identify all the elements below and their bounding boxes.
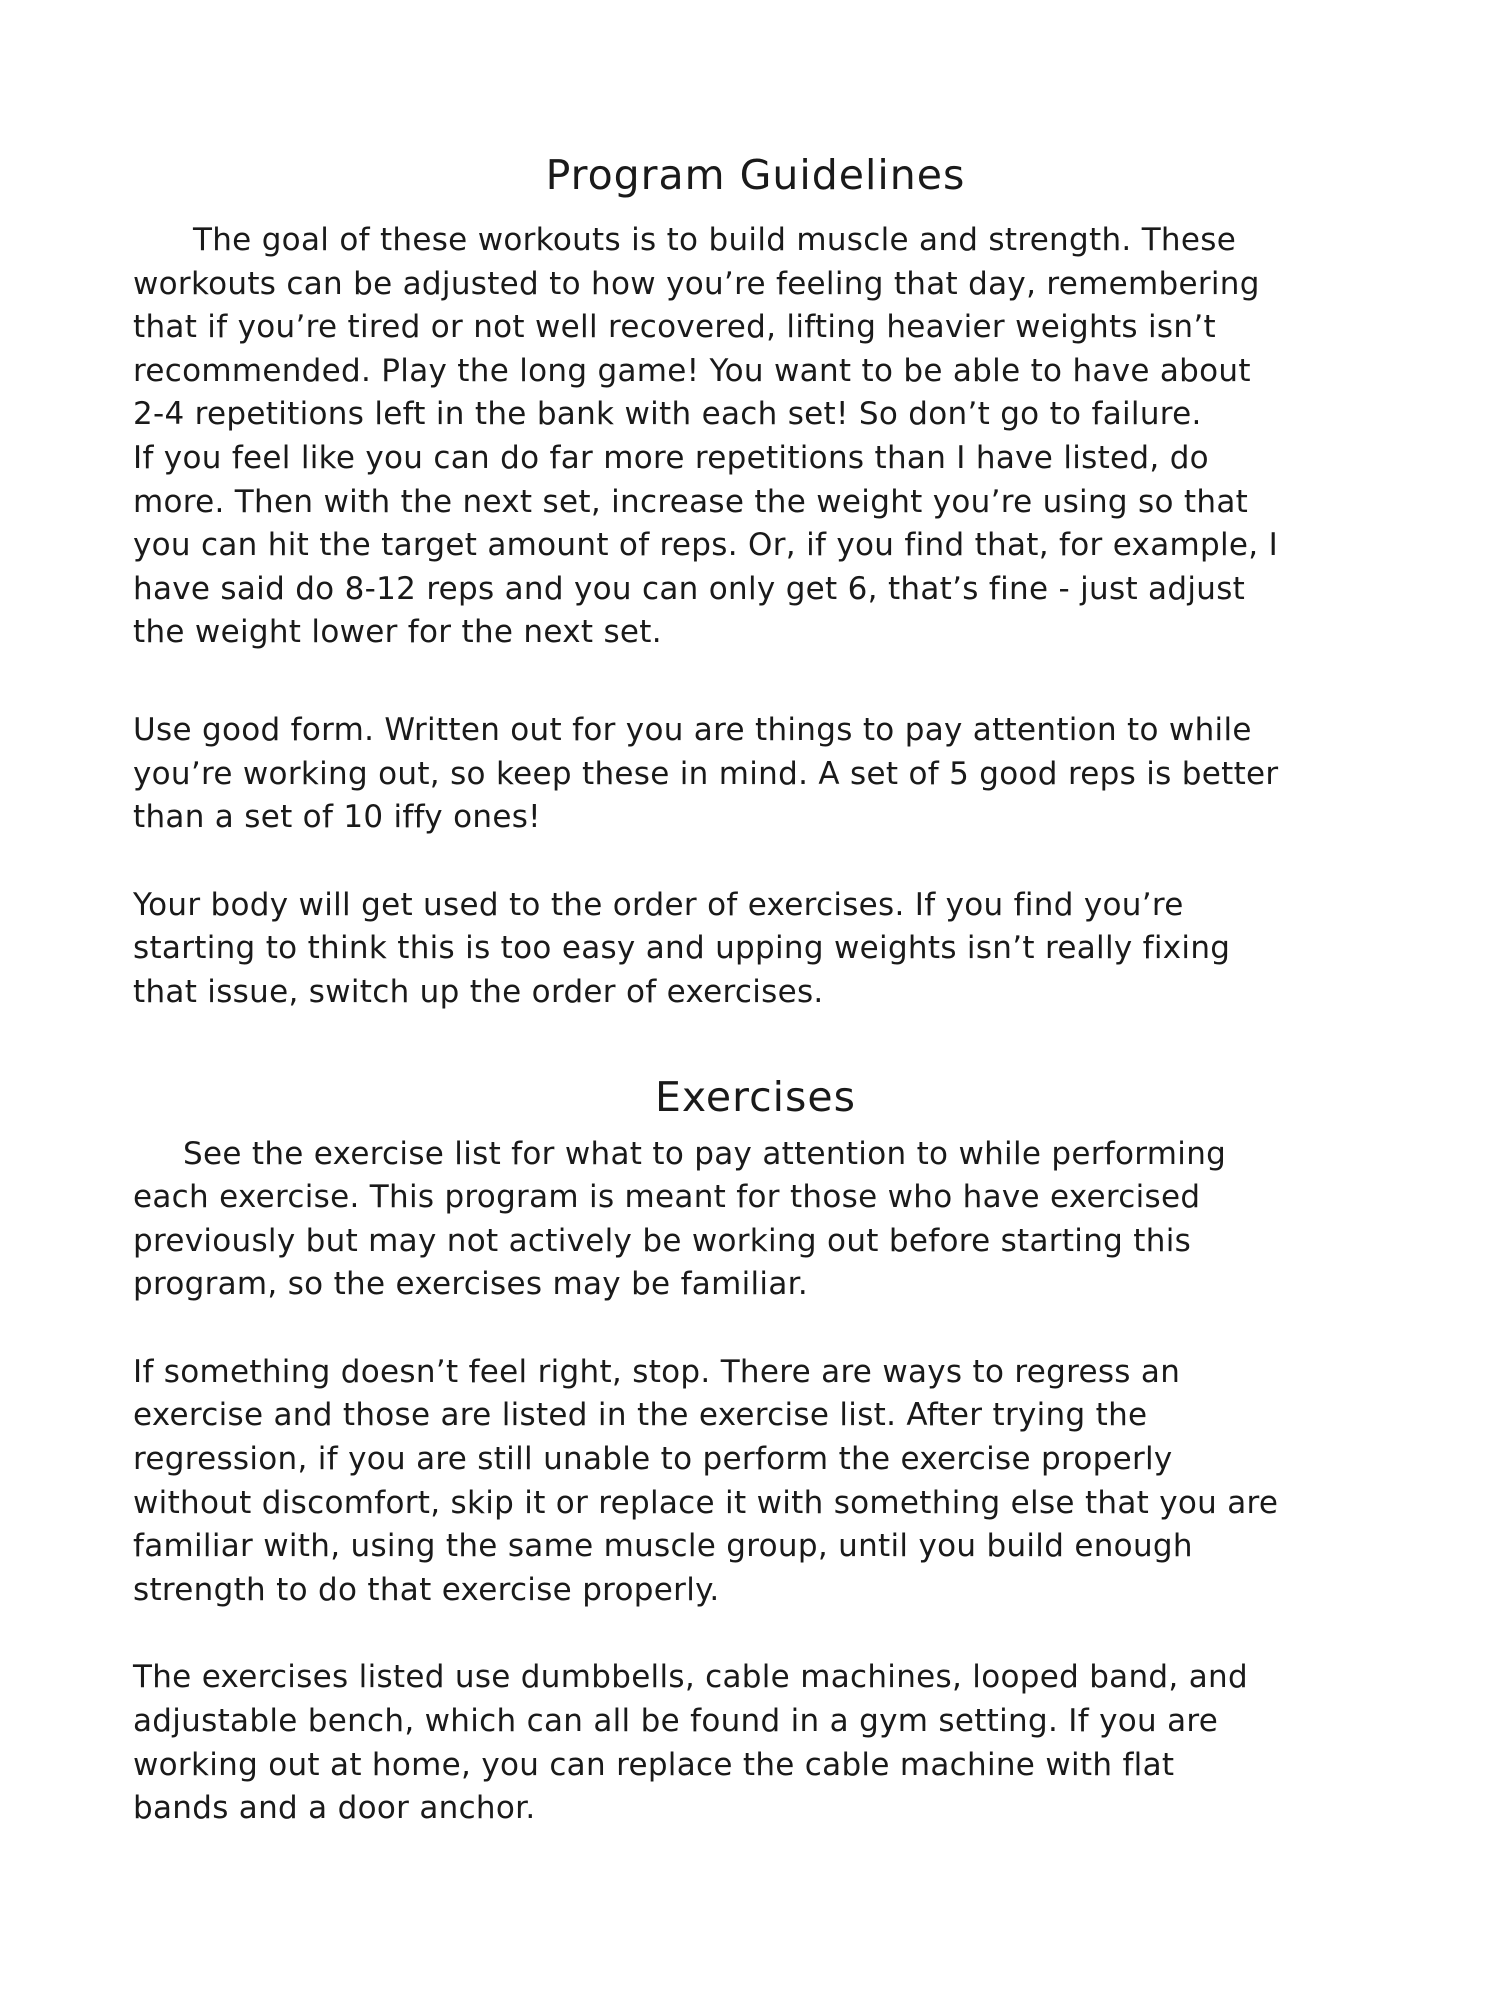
guidelines-paragraph-order: Your body will get used to the order of exercises. If you find you’re starting to think this is too easy and upping weights isn’t really fixing that issue, switch up the order of exercises. — [133, 886, 1231, 1010]
program-guidelines-heading: Program Guidelines — [545, 151, 966, 199]
exercises-paragraph-equipment: The exercises listed use dumbbells, cable machines, looped band, and adjustable bench, which can all be found in a gym setting. If you are working out at home, you can replace the cable machine with flat bands and a door anchor. — [133, 1659, 1248, 1827]
guidelines-paragraph-goal: The goal of these workouts is to build muscle and strength. These workouts can be adjusted to how you’re feeling that day, remembering that if you’re tired or not well recovered, lifting heavier weights isn’t recommended. Play the long game! You want to be able to have about 2-4 repetitions left in the bank with each set! So don’t go to failure. If you feel like you can do far more repetitions than I have listed, do more. Then with the next set, increase the weight you’re using so that you can hit the target amount of reps. Or, if you find that, for example, I have said do 8-12 reps and you can only get 6, that’s fine - just adjust the weight lower for the next set. — [133, 222, 1279, 651]
guidelines-paragraph-form: Use good form. Written out for you are things to pay attention to while you’re working out, so keep these in mind. A set of 5 good reps is better than a set of 10 iffy ones! — [133, 711, 1279, 836]
exercises-paragraph-list: See the exercise list for what to pay attention to while performing each exercise. This program is meant for those who have exercised previously but may not actively be working out before starting this program, so the exercises may be familiar. — [133, 1135, 1227, 1303]
exercises-heading: Exercises — [655, 1072, 856, 1121]
exercises-paragraph-regression: If something doesn’t feel right, stop. There are ways to regress an exercise and those are listed in the exercise list. After trying the regression, if you are still unable to perform the exercise properly without discomfort, skip it or replace it with something else that you are familiar with, using the same muscle group, until you build enough strength to do that exercise properly. — [133, 1353, 1279, 1608]
